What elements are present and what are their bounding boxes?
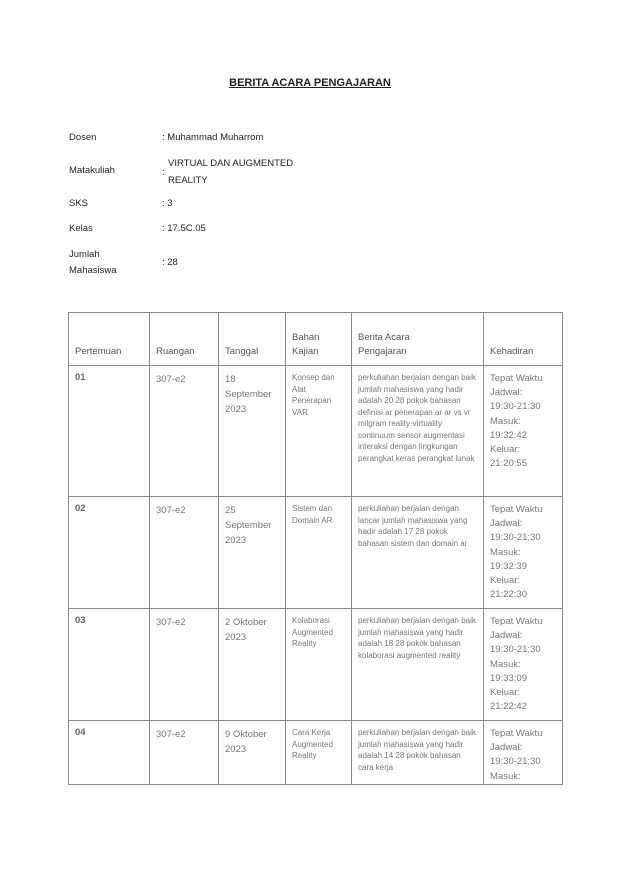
kehadiran-keluar-label: Keluar: [490, 687, 521, 699]
kehadiran-jadwal: 19:30-21:30 [490, 644, 541, 656]
cell-ruangan: 307-e2 [150, 721, 219, 785]
tanggal-line1: 9 Oktober [225, 729, 267, 740]
table-header-row [69, 313, 563, 366]
dosen-value: : Muhammad Muharrom [162, 132, 264, 143]
kehadiran-masuk: 19:32:42 [490, 429, 527, 441]
tanggal-line2: September [225, 520, 272, 531]
jumlah-value: : 28 [162, 257, 178, 268]
table-row [69, 721, 563, 785]
jumlah-label-line1: Jumlah [69, 249, 100, 260]
cell-berita-acara: perkuliahan berjalan dengan lancar jumlah mahasiswa yang hadir adalah 17 28 pokok bahasan sistem dan domain ar [352, 497, 484, 609]
kehadiran-keluar: 21:22:42 [490, 701, 527, 713]
cell-bahan-kajian: Cara Kerja Augmented Reality [286, 721, 352, 785]
kehadiran-masuk: 19:32:39 [490, 560, 527, 572]
matakuliah-colon: : [162, 167, 165, 178]
kehadiran-status: Tepat Waktu [490, 504, 543, 515]
kehadiran-status: Tepat Waktu [490, 616, 543, 627]
kehadiran-jadwal-label: Jadwal: [490, 518, 523, 530]
matakuliah-value-line1: VIRTUAL DAN AUGMENTED [168, 158, 294, 169]
dosen-label: Dosen [69, 132, 97, 143]
attendance-table [68, 312, 563, 785]
cell-berita-acara: perkuliahan berjalan dengan baik jumlah mahasiswa yang hadir adalah 18 28 pokok bahasan kolaborasi augmented reality [352, 609, 484, 721]
kelas-value: : 17.5C.05 [162, 223, 206, 234]
kehadiran-jadwal: 19:30-21:30 [490, 401, 541, 413]
cell-berita-acara: perkuliahan berjalan dengan baik jumlah mahasiswa yang hadir adalah 20 28 pokok bahasan definisi ar penerapan ar ar vs vr milgram reality-virtuality continuum sensor augmentasi interaksi dengan lingkungan perangkat keras perangkat lunak [352, 366, 484, 497]
header-berita-line1: Berita Acara [358, 332, 410, 343]
table-row [69, 609, 563, 721]
tanggal-line2: 2023 [225, 632, 247, 643]
matakuliah-value [168, 155, 293, 189]
cell-bahan-kajian: Sistem dan Domain AR [286, 497, 352, 609]
kehadiran-masuk-label: Masuk: [490, 546, 521, 558]
kehadiran-masuk: 19:33:09 [490, 672, 527, 684]
header-tanggal: Tanggal [219, 313, 286, 366]
cell-ruangan: 307-e2 [150, 609, 219, 721]
cell-tanggal [219, 609, 286, 721]
table-row [69, 366, 563, 497]
cell-kehadiran [484, 721, 563, 785]
tanggal-line2: September [225, 389, 272, 400]
kehadiran-jadwal-label: Jadwal: [490, 630, 523, 642]
header-bahan-kajian [286, 313, 352, 366]
cell-kehadiran [484, 366, 563, 497]
cell-tanggal [219, 366, 286, 497]
matakuliah-label: Matakuliah [69, 165, 115, 176]
kehadiran-jadwal-label: Jadwal: [490, 742, 523, 754]
header-berita-line2: Pengajaran [358, 346, 407, 357]
tanggal-line1: 18 [225, 374, 236, 385]
kehadiran-masuk-label: Masuk: [490, 658, 521, 670]
tanggal-line3: 2023 [225, 535, 247, 546]
kehadiran-masuk-label: Masuk: [490, 770, 521, 782]
kehadiran-jadwal-label: Jadwal: [490, 387, 523, 399]
cell-ruangan: 307-e2 [150, 366, 219, 497]
kehadiran-masuk-label: Masuk: [490, 415, 521, 427]
kehadiran-keluar-label: Keluar: [490, 444, 521, 456]
header-ruangan: Ruangan [150, 313, 219, 366]
cell-pertemuan: 04 [69, 721, 150, 785]
kehadiran-status: Tepat Waktu [490, 728, 543, 739]
header-berita-acara [352, 313, 484, 366]
kehadiran-status: Tepat Waktu [490, 373, 543, 384]
cell-pertemuan: 03 [69, 609, 150, 721]
kehadiran-jadwal: 19:30-21:30 [490, 756, 541, 768]
cell-tanggal [219, 721, 286, 785]
tanggal-line1: 25 [225, 505, 236, 516]
tanggal-line3: 2023 [225, 404, 247, 415]
header-pertemuan: Pertemuan [69, 313, 150, 366]
matakuliah-value-line2: REALITY [168, 175, 208, 186]
cell-tanggal [219, 497, 286, 609]
kehadiran-keluar-label: Keluar: [490, 575, 521, 587]
kelas-label: Kelas [69, 223, 93, 234]
header-kehadiran: Kehadiran [484, 313, 563, 366]
cell-pertemuan: 02 [69, 497, 150, 609]
cell-kehadiran [484, 609, 563, 721]
cell-bahan-kajian: Konsep dan Alat Penerapan VAR [286, 366, 352, 497]
cell-pertemuan: 01 [69, 366, 150, 497]
header-bahan-line2: Kajian [292, 346, 319, 357]
jumlah-label-line2: Mahasiswa [69, 265, 117, 276]
sks-label: SKS [69, 198, 89, 209]
cell-ruangan: 307-e2 [150, 497, 219, 609]
tanggal-line2: 2023 [225, 744, 247, 755]
kehadiran-keluar: 21:22:30 [490, 589, 527, 601]
table-row [69, 497, 563, 609]
kehadiran-keluar: 21:20:55 [490, 458, 527, 470]
header-bahan-line1: Bahan [292, 332, 320, 343]
sks-value: : 3 [162, 198, 173, 209]
cell-bahan-kajian: Kolaborasi Augmented Reality [286, 609, 352, 721]
document-title: BERITA ACARA PENGAJARAN [229, 77, 391, 89]
kehadiran-jadwal: 19:30-21:30 [490, 532, 541, 544]
cell-berita-acara: perkuliahan berjalan dengan baik jumlah mahasiswa yang hadir adalah 14 28 pokok bahasan cara kerja [352, 721, 484, 785]
cell-kehadiran [484, 497, 563, 609]
jumlah-label [69, 247, 117, 279]
tanggal-line1: 2 Oktober [225, 617, 267, 628]
